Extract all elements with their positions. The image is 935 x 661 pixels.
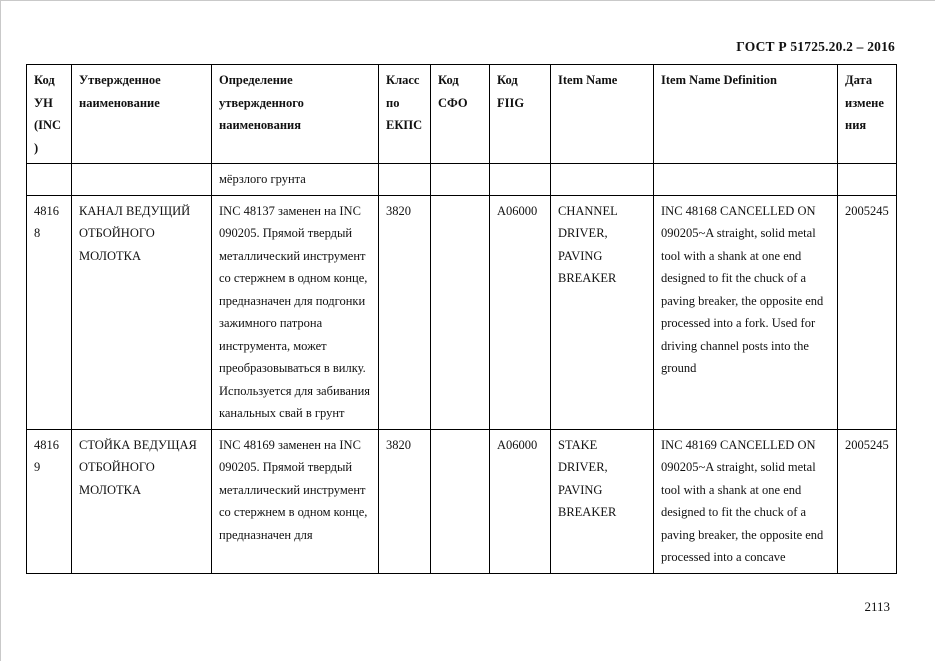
table-header (27, 65, 897, 164)
cell-item-name: CHANNEL DRIVER, PAVING BREAKER (551, 195, 654, 429)
col-header-item-name-definition: Item Name Definition (654, 65, 838, 164)
cell-definition: INC 48169 заменен на INC 090205. Прямой твердый металлический инструмент со стержнем в одном конце, предназначен для (212, 429, 379, 573)
cell-inc-code: 48168 (27, 195, 72, 429)
col-header-definition: Определение утвержденного наименования (212, 65, 379, 164)
col-header-fiig-code: Код FIIG (490, 65, 551, 164)
cell-ekps-class: 3820 (379, 429, 431, 573)
table-row-continuation (27, 164, 897, 196)
col-header-sfo-code: Код СФО (431, 65, 490, 164)
cell-inc-code (27, 164, 72, 196)
cell-approved-name: КАНАЛ ВЕДУЩИЙ ОТБОЙНОГО МОЛОТКА (72, 195, 212, 429)
classification-table (26, 64, 897, 574)
cell-fiig-code: A06000 (490, 429, 551, 573)
document-title: ГОСТ Р 51725.20.2 – 2016 (736, 39, 895, 54)
cell-fiig-code: A06000 (490, 195, 551, 429)
cell-item-name: STAKE DRIVER, PAVING BREAKER (551, 429, 654, 573)
cell-definition: INC 48137 заменен на INC 090205. Прямой твердый металлический инструмент со стержнем в одном конце, предназначен для подгонки зажимного патрона инструмента, может преобразовываться в вилку. Используется для забивания канальных свай в грунт (212, 195, 379, 429)
cell-approved-name (72, 164, 212, 196)
cell-approved-name: СТОЙКА ВЕДУЩАЯ ОТБОЙНОГО МОЛОТКА (72, 429, 212, 573)
cell-ekps-class: 3820 (379, 195, 431, 429)
cell-item-name-definition (654, 164, 838, 196)
cell-fiig-code (490, 164, 551, 196)
page-number: 2113 (864, 599, 890, 614)
cell-sfo-code (431, 429, 490, 573)
table-row-48168 (27, 195, 897, 429)
col-header-change-date: Дата изменения (838, 65, 897, 164)
cell-ekps-class (379, 164, 431, 196)
cell-change-date (838, 164, 897, 196)
cell-definition: мёрзлого грунта (212, 164, 379, 196)
cell-sfo-code (431, 195, 490, 429)
table-body (27, 164, 897, 574)
cell-change-date: 2005245 (838, 429, 897, 573)
header-row (27, 65, 897, 164)
cell-item-name-definition: INC 48168 CANCELLED ON 090205~A straight, solid metal tool with a shank at one end designed to fit the chuck of a paving breaker, the opposite end processed into a fork. Used for driving channel posts into the ground (654, 195, 838, 429)
col-header-ekps-class: Класс по ЕКПС (379, 65, 431, 164)
cell-change-date: 2005245 (838, 195, 897, 429)
cell-item-name (551, 164, 654, 196)
table-row-48169 (27, 429, 897, 573)
cell-inc-code: 48169 (27, 429, 72, 573)
cell-sfo-code (431, 164, 490, 196)
cell-item-name-definition: INC 48169 CANCELLED ON 090205~A straight, solid metal tool with a shank at one end designed to fit the chuck of a paving breaker, the opposite end processed into a concave (654, 429, 838, 573)
col-header-item-name: Item Name (551, 65, 654, 164)
col-header-approved-name: Утвержденное наименование (72, 65, 212, 164)
col-header-inc-code: Код УН (INC) (27, 65, 72, 164)
